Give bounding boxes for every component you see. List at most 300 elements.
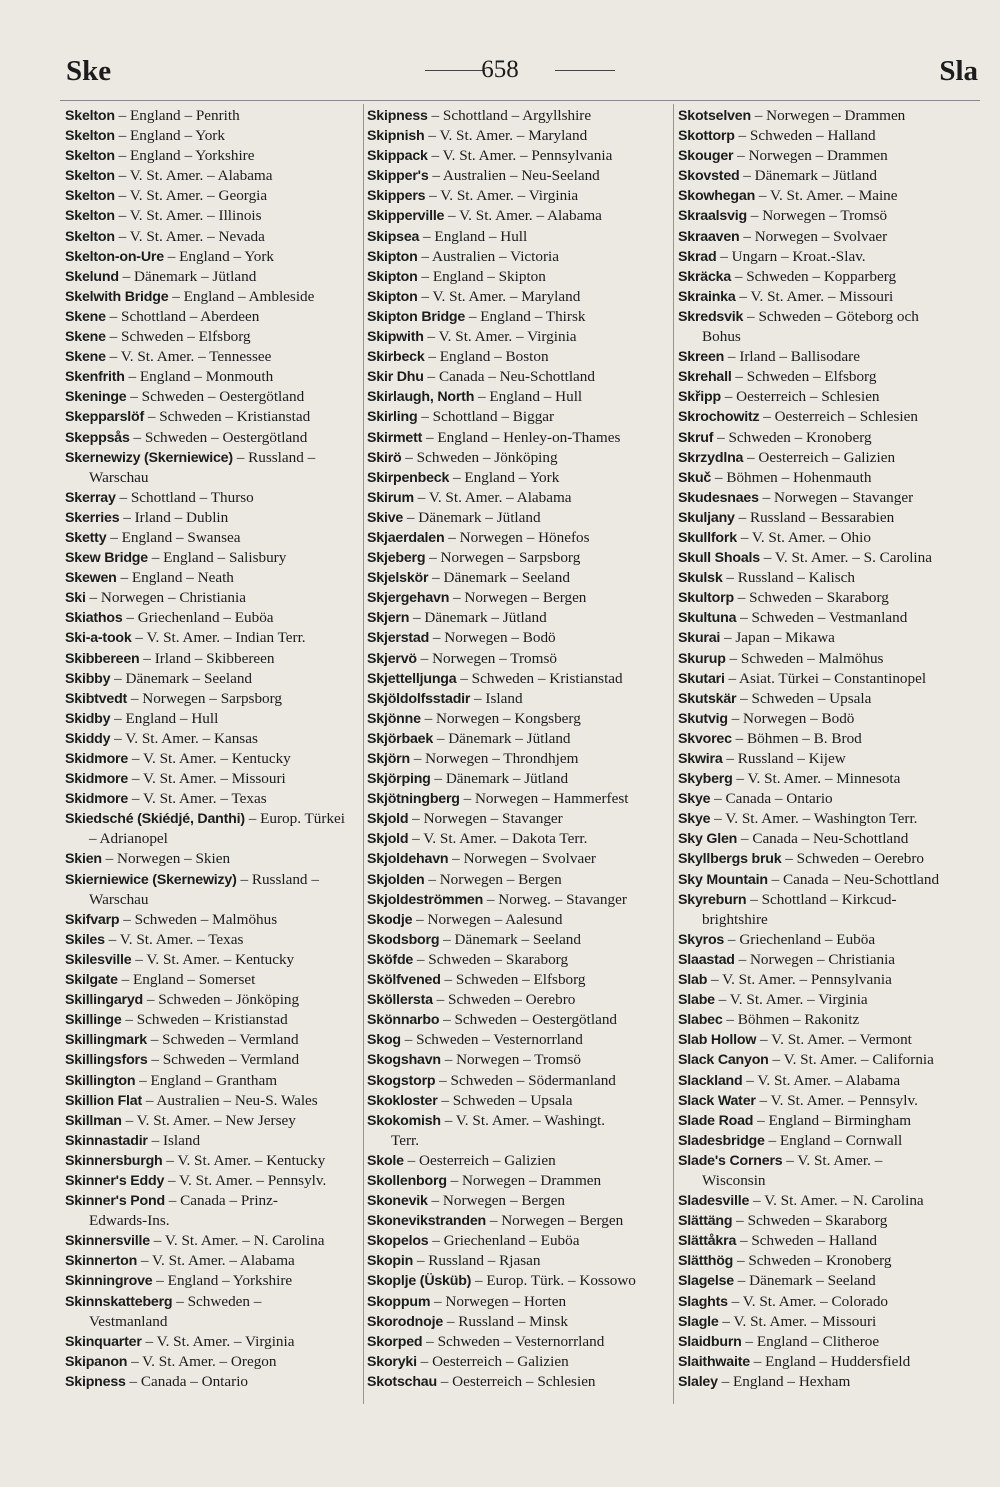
entry-headword: Skeppsås bbox=[65, 429, 130, 446]
entry-location: – V. St. Amer. – Virginia bbox=[425, 187, 579, 205]
entry-headword: Slagelse bbox=[678, 1273, 734, 1290]
entry-location: – Schweden – Vesternorrland bbox=[422, 1332, 605, 1350]
gazetteer-entry bbox=[367, 186, 667, 206]
entry-location: – Schottland – Argyllshire bbox=[427, 107, 592, 124]
gazetteer-entry bbox=[65, 146, 365, 166]
entry-location: – Norwegen – Bergen bbox=[424, 870, 562, 888]
gazetteer-entry bbox=[678, 407, 978, 427]
entry-headword: Skelton-on-Ure bbox=[65, 248, 164, 265]
entry-location: – Norwegen – Bergen bbox=[486, 1212, 624, 1230]
gazetteer-entry bbox=[678, 729, 978, 749]
gazetteer-entry bbox=[65, 990, 365, 1010]
entry-location: – Asiat. Türkei – Constantinopel bbox=[724, 669, 927, 687]
entry-location: – Norwegen – Svolvaer bbox=[739, 227, 888, 245]
entry-headword: Skelund bbox=[65, 268, 119, 285]
gazetteer-entry bbox=[678, 1312, 978, 1332]
gazetteer-entry bbox=[65, 1191, 365, 1231]
entry-location: – England – Swansea bbox=[106, 528, 241, 546]
entry-location: – Norwegen – Bergen bbox=[427, 1192, 565, 1210]
gazetteer-entry bbox=[678, 568, 978, 588]
entry-location: – Griechenland – Euböa bbox=[122, 609, 274, 627]
entry-headword: Skerries bbox=[65, 509, 120, 526]
entry-headword: Skogstorp bbox=[367, 1072, 436, 1089]
entry-location: – V. St. Amer. – Tennessee bbox=[105, 348, 272, 366]
entry-headword: Skrochowitz bbox=[678, 409, 760, 426]
entry-headword: Slaidburn bbox=[678, 1333, 742, 1350]
entry-location: – England – Skipton bbox=[417, 267, 546, 285]
entry-headword: Skultorp bbox=[678, 590, 734, 607]
gazetteer-entry bbox=[367, 608, 667, 628]
gazetteer-entry bbox=[678, 1151, 978, 1191]
entry-location: – Dänemark – Seeland bbox=[428, 569, 570, 587]
gazetteer-entry bbox=[367, 1151, 667, 1171]
gazetteer-entry bbox=[678, 287, 978, 307]
gazetteer-entry bbox=[65, 1171, 365, 1191]
entry-location: – Norwegen – Bodö bbox=[429, 629, 556, 647]
entry-location: – Schweden – Malmöhus bbox=[119, 910, 278, 928]
gazetteer-entry bbox=[65, 1050, 365, 1070]
gazetteer-entry bbox=[678, 749, 978, 769]
entry-headword: Skernewizy (Skerniewice) bbox=[65, 449, 233, 466]
entry-location: – England – Hull bbox=[110, 709, 219, 727]
entry-headword: Ski-a-took bbox=[65, 630, 132, 647]
gazetteer-entry bbox=[65, 1151, 365, 1171]
entry-location: – Dänemark – Jütland bbox=[118, 267, 257, 285]
entry-continuation: Warschau bbox=[89, 890, 149, 908]
entry-location: – Oesterreich – Schlesien bbox=[759, 408, 918, 426]
entry-location: – Dänemark – Jütland bbox=[409, 609, 547, 627]
entry-location: – Oesterreich – Galizien bbox=[743, 448, 896, 466]
entry-headword: Skippack bbox=[367, 148, 428, 165]
entry-headword: Skene bbox=[65, 349, 106, 366]
entry-location: – Schottland – Aberdeen bbox=[105, 307, 260, 325]
entry-headword: Skuč bbox=[678, 469, 712, 486]
gazetteer-entry bbox=[678, 126, 978, 146]
entry-location: – England – Hull bbox=[474, 388, 583, 406]
gazetteer-entry bbox=[367, 146, 667, 166]
entry-location: – Schweden – Oerebro bbox=[432, 991, 576, 1009]
gazetteer-entry bbox=[678, 1251, 978, 1271]
gazetteer-entry bbox=[367, 709, 667, 729]
gazetteer-entry bbox=[367, 1030, 667, 1050]
gazetteer-entry bbox=[678, 789, 978, 809]
entry-headword: Slaastad bbox=[678, 951, 735, 968]
gazetteer-entry bbox=[678, 1010, 978, 1030]
entry-headword: Skudesnaes bbox=[678, 489, 759, 506]
entry-headword: Sköllersta bbox=[367, 992, 433, 1009]
entry-headword: Skjörbaek bbox=[367, 730, 434, 747]
entry-headword: Skene bbox=[65, 308, 106, 325]
entry-location: – V. St. Amer. – Ohio bbox=[736, 528, 871, 546]
gazetteer-entry bbox=[367, 1292, 667, 1312]
entry-headword: Sky Mountain bbox=[678, 871, 768, 888]
entry-headword: Skowhegan bbox=[678, 188, 756, 205]
gazetteer-entry bbox=[65, 1372, 365, 1392]
entry-headword: Skölfvened bbox=[367, 972, 441, 989]
entry-headword: Skipness bbox=[367, 108, 428, 124]
entry-headword: Skien bbox=[65, 851, 102, 868]
entry-headword: Slade Road bbox=[678, 1112, 754, 1129]
gazetteer-entry bbox=[678, 146, 978, 166]
entry-headword: Skipsea bbox=[367, 228, 420, 245]
gazetteer-entry bbox=[65, 267, 365, 287]
gazetteer-entry bbox=[65, 1030, 365, 1050]
entry-location: – England – Monmouth bbox=[124, 368, 274, 386]
entry-headword: Skirmett bbox=[367, 429, 423, 446]
entry-headword: Skierniewice (Skernewizy) bbox=[65, 871, 237, 888]
entry-location: – Schweden – Skaraborg bbox=[733, 589, 889, 607]
entry-location: – Schweden – Göteborg och bbox=[743, 307, 919, 325]
gazetteer-entry bbox=[367, 789, 667, 809]
entry-headword: Skidmore bbox=[65, 751, 129, 767]
gazetteer-entry bbox=[65, 227, 365, 247]
entry-location: – England – Henley-on-Thames bbox=[422, 428, 621, 446]
gazetteer-entry bbox=[367, 1091, 667, 1111]
entry-headword: Skinner's Pond bbox=[65, 1193, 165, 1210]
entry-headword: Skjötningberg bbox=[367, 791, 460, 808]
gazetteer-entry bbox=[367, 1111, 667, 1151]
entry-location: – V. St. Amer. – Kentucky bbox=[128, 750, 291, 767]
entry-location: – V. St. Amer. – Pennsylv. bbox=[164, 1171, 327, 1189]
entry-location: – V. St. Amer. – Dakota Terr. bbox=[408, 830, 588, 848]
entry-headword: Slab Hollow bbox=[678, 1032, 757, 1049]
entry-headword: Skjörn bbox=[367, 751, 410, 767]
entry-location: – V. St. Amer. – Washingt. bbox=[440, 1111, 606, 1129]
gazetteer-entry bbox=[65, 327, 365, 347]
page-number: 658 bbox=[481, 56, 519, 83]
entry-headword: Slaghts bbox=[678, 1293, 728, 1310]
entry-continuation: Bohus bbox=[702, 328, 741, 346]
entry-headword: Skrehall bbox=[678, 369, 732, 386]
entry-location: – Böhmen – Hohenmauth bbox=[711, 468, 872, 486]
gazetteer-entry bbox=[367, 970, 667, 990]
entry-headword: Skibtvedt bbox=[65, 690, 128, 707]
gazetteer-entry bbox=[678, 870, 978, 890]
entry-headword: Skelton bbox=[65, 148, 115, 165]
entry-headword: Skirbeck bbox=[367, 349, 425, 366]
gazetteer-entry bbox=[367, 166, 667, 186]
gazetteer-entry bbox=[678, 970, 978, 990]
entry-headword: Skjeberg bbox=[367, 550, 426, 567]
entry-headword: Sladesville bbox=[678, 1193, 750, 1210]
entry-headword: Skjergehavn bbox=[367, 590, 450, 607]
entry-location: – Russland – Minsk bbox=[443, 1312, 568, 1330]
gazetteer-entry bbox=[678, 448, 978, 468]
entry-headword: Skraaven bbox=[678, 228, 740, 245]
entry-location: – Canada – Prinz- bbox=[164, 1192, 278, 1210]
gazetteer-entry bbox=[65, 166, 365, 186]
gazetteer-entry bbox=[65, 1111, 365, 1131]
entry-headword: Skerray bbox=[65, 489, 116, 506]
entry-continuation: Wisconsin bbox=[702, 1171, 766, 1189]
entry-location: – Dänemark – Jütland bbox=[433, 729, 571, 747]
gazetteer-entry bbox=[678, 950, 978, 970]
gazetteer-entry bbox=[367, 468, 667, 488]
gazetteer-entry bbox=[367, 528, 667, 548]
gazetteer-entry bbox=[65, 247, 365, 267]
entry-headword: Skillion Flat bbox=[65, 1092, 143, 1109]
gazetteer-entry bbox=[367, 689, 667, 709]
entry-headword: Skinnersville bbox=[65, 1233, 150, 1250]
entry-location: – Norwegen – Drammen bbox=[750, 107, 906, 124]
entry-continuation: Vestmanland bbox=[89, 1312, 168, 1330]
gazetteer-entry bbox=[678, 528, 978, 548]
entry-location: – Schweden – Vesternorrland bbox=[400, 1031, 583, 1049]
gazetteer-entry bbox=[678, 247, 978, 267]
entry-headword: Skrad bbox=[678, 248, 717, 265]
entry-headword: Skirum bbox=[367, 489, 414, 506]
gazetteer-entry bbox=[367, 367, 667, 387]
entry-headword: Skipton bbox=[367, 248, 418, 265]
gazetteer-entry bbox=[65, 1091, 365, 1111]
gazetteer-entry bbox=[65, 729, 365, 749]
gazetteer-entry bbox=[65, 387, 365, 407]
gazetteer-entry bbox=[65, 106, 365, 126]
entry-headword: Skewen bbox=[65, 570, 117, 587]
entry-location: – England – Ambleside bbox=[168, 287, 315, 305]
entry-location: – Australien – Neu-Seeland bbox=[428, 167, 600, 185]
entry-location: – Dänemark – Seeland bbox=[733, 1272, 876, 1290]
entry-location: – Schweden – Oerebro bbox=[781, 850, 924, 868]
entry-headword: Skelton bbox=[65, 188, 115, 205]
entry-headword: Sketty bbox=[65, 529, 107, 546]
entry-location: – Island bbox=[470, 689, 523, 707]
entry-continuation: brightshire bbox=[702, 910, 768, 928]
entry-location: – Japan – Mikawa bbox=[720, 629, 835, 647]
entry-location: – V. St. Amer. – Washington Terr. bbox=[710, 810, 918, 828]
entry-location: – V. St. Amer. – Texas bbox=[128, 790, 267, 808]
gazetteer-entry bbox=[678, 1292, 978, 1312]
gazetteer-entry bbox=[367, 950, 667, 970]
gazetteer-entry bbox=[367, 448, 667, 468]
entry-headword: Skinner's Eddy bbox=[65, 1172, 165, 1189]
gazetteer-entry bbox=[678, 106, 978, 126]
entry-headword: Skipton bbox=[367, 268, 418, 285]
entry-location: – England – York bbox=[163, 247, 275, 265]
entry-location: – V. St. Amer. – Kentucky bbox=[162, 1151, 326, 1169]
gazetteer-entry bbox=[678, 829, 978, 849]
gazetteer-entry bbox=[65, 1071, 365, 1091]
entry-location: – Schottland – Kirkcud- bbox=[746, 890, 897, 908]
gazetteer-entry bbox=[678, 468, 978, 488]
entry-location: – Ungarn – Kroat.-Slav. bbox=[716, 247, 866, 265]
gazetteer-entry bbox=[367, 990, 667, 1010]
gazetteer-entry bbox=[65, 548, 365, 568]
entry-location: – V. St. Amer. – Alabama bbox=[413, 488, 572, 506]
entry-location: – Griechenland – Euböa bbox=[724, 930, 876, 948]
entry-headword: Skive bbox=[367, 509, 404, 526]
entry-headword: Skjold bbox=[367, 831, 409, 848]
entry-location: – Schweden – Kristianstad bbox=[456, 669, 623, 687]
entry-headword: Skurup bbox=[678, 650, 726, 667]
gazetteer-entry bbox=[367, 649, 667, 669]
entry-location: – Schottland – Thurso bbox=[115, 488, 254, 506]
entry-location: – V. St. Amer. – Pennsylv. bbox=[755, 1091, 918, 1109]
gazetteer-entry bbox=[367, 1071, 667, 1091]
gazetteer-entry bbox=[65, 568, 365, 588]
gazetteer-entry bbox=[367, 1191, 667, 1211]
entry-location: – V. St. Amer. – Virginia bbox=[423, 328, 577, 346]
entry-headword: Sköfde bbox=[367, 951, 414, 968]
entry-headword: Skirling bbox=[367, 409, 418, 426]
entry-headword: Skurai bbox=[678, 630, 721, 647]
gazetteer-entry bbox=[367, 1050, 667, 1070]
entry-headword: Slab bbox=[678, 972, 708, 989]
entry-location: – Norwegen – Aalesund bbox=[412, 910, 563, 928]
entry-headword: Skwira bbox=[678, 751, 723, 767]
gazetteer-entry bbox=[65, 849, 365, 869]
gazetteer-entry bbox=[367, 247, 667, 267]
gazetteer-entry bbox=[65, 126, 365, 146]
entry-location: – England – Neath bbox=[116, 569, 234, 587]
entry-headword: Skyros bbox=[678, 931, 725, 948]
entry-location: – V. St. Amer. – Vermont bbox=[756, 1031, 912, 1049]
entry-location: – Norwegen – Skien bbox=[101, 850, 231, 868]
entry-headword: Skillinge bbox=[65, 1012, 122, 1029]
entry-location: – Schweden – Halland bbox=[734, 127, 876, 145]
entry-location: – V. St. Amer. – Maine bbox=[755, 187, 898, 205]
gazetteer-entry bbox=[367, 930, 667, 950]
entry-headword: Skopelos bbox=[367, 1233, 429, 1250]
entry-location: – Schweden – Vermland bbox=[147, 1051, 300, 1069]
entry-location: – Irland – Ballisodare bbox=[724, 348, 860, 366]
entry-location: – V. St. Amer. – Virginia bbox=[714, 991, 868, 1009]
gazetteer-entry bbox=[367, 327, 667, 347]
entry-location: – England – Salisbury bbox=[147, 549, 287, 567]
entry-headword: Sladesbridge bbox=[678, 1132, 765, 1149]
entry-location: – England – Yorkshire bbox=[114, 147, 255, 165]
gazetteer-entry bbox=[678, 488, 978, 508]
entry-headword: Skelwith Bridge bbox=[65, 288, 169, 305]
entry-location: – Schweden – Elfsborg bbox=[105, 328, 251, 346]
entry-headword: Skipper's bbox=[367, 168, 429, 185]
entry-location: – Schweden – Elfsborg bbox=[731, 368, 877, 386]
entry-location: – Schweden – Halland bbox=[736, 1232, 878, 1250]
entry-location: – Norwegen – Horten bbox=[430, 1292, 567, 1310]
entry-location: – Irland – Skibbereen bbox=[139, 649, 275, 667]
entry-headword: Skjöldolfsstadir bbox=[367, 690, 471, 707]
gazetteer-entry bbox=[367, 1211, 667, 1231]
gazetteer-entry bbox=[65, 1231, 365, 1251]
entry-headword: Skopin bbox=[367, 1253, 414, 1270]
entry-location: – England – Thirsk bbox=[465, 307, 586, 325]
gazetteer-entry bbox=[678, 890, 978, 930]
entry-location: – Norwegen – Hönefos bbox=[444, 528, 590, 546]
gazetteer-entry bbox=[65, 628, 365, 648]
entry-headword: Skjelskör bbox=[367, 570, 429, 587]
entry-headword: Slättäng bbox=[678, 1213, 733, 1230]
gazetteer-entry bbox=[678, 1071, 978, 1091]
entry-headword: Skillington bbox=[65, 1072, 136, 1089]
gazetteer-entry bbox=[678, 267, 978, 287]
entry-location: – V. St. Amer. – Pennsylvania bbox=[427, 147, 613, 165]
gazetteer-entry bbox=[65, 649, 365, 669]
entry-location: – England – Grantham bbox=[135, 1071, 278, 1089]
entry-location: – Dänemark – Jütland bbox=[403, 508, 541, 526]
entry-location: – V. St. Amer. – bbox=[782, 1151, 883, 1169]
gazetteer-column-3 bbox=[678, 106, 978, 1392]
entry-location: – V. St. Amer. – Oregon bbox=[127, 1352, 277, 1370]
gazetteer-entry bbox=[65, 347, 365, 367]
gazetteer-entry bbox=[367, 267, 667, 287]
entry-headword: Skelton bbox=[65, 228, 115, 245]
entry-location: – Schweden – Vestmanland bbox=[736, 609, 908, 627]
entry-location: – Schweden – Oestergötland bbox=[439, 1011, 618, 1029]
gazetteer-entry bbox=[367, 407, 667, 427]
entry-location: – Schweden – Oestergötland bbox=[126, 388, 305, 406]
entry-location: – Schweden – Upsala bbox=[437, 1091, 573, 1109]
column-divider bbox=[673, 104, 674, 1404]
entry-headword: Skiles bbox=[65, 931, 105, 948]
entry-location: – Schweden – Jönköping bbox=[143, 991, 300, 1009]
entry-location: – V. St. Amer. – Alabama bbox=[742, 1071, 901, 1089]
entry-location: – England – Huddersfield bbox=[749, 1352, 911, 1370]
gazetteer-entry bbox=[678, 1091, 978, 1111]
entry-headword: Skjerstad bbox=[367, 630, 430, 647]
gazetteer-entry bbox=[678, 588, 978, 608]
gazetteer-entry bbox=[65, 307, 365, 327]
entry-headword: Skipperville bbox=[367, 208, 445, 225]
gazetteer-entry bbox=[65, 1131, 365, 1151]
entry-headword: Skir Dhu bbox=[367, 369, 424, 386]
entry-headword: Skuljany bbox=[678, 509, 735, 526]
entry-headword: Skipton Bridge bbox=[367, 308, 466, 325]
entry-headword: Skillingsfors bbox=[65, 1052, 148, 1069]
entry-headword: Skulsk bbox=[678, 570, 723, 587]
entry-location: – Island bbox=[147, 1131, 201, 1149]
entry-location: – V. St. Amer. – Pennsylvania bbox=[707, 971, 892, 989]
entry-location: – England – Boston bbox=[424, 348, 549, 366]
entry-location: – V. St. Amer. – Missouri bbox=[128, 770, 286, 788]
entry-headword: Ski bbox=[65, 590, 86, 607]
entry-location: – Norwegen – Stavanger bbox=[408, 810, 563, 828]
entry-location: – Irland – Dublin bbox=[119, 508, 229, 526]
entry-location: – England – Hull bbox=[419, 227, 528, 245]
entry-location: – Canada – Ontario bbox=[710, 790, 833, 808]
entry-headword: Skelton bbox=[65, 208, 115, 225]
entry-location: – Oesterreich – Schlesien bbox=[720, 388, 880, 406]
gazetteer-entry bbox=[678, 608, 978, 628]
entry-headword: Skepparslöf bbox=[65, 409, 145, 426]
gazetteer-entry bbox=[65, 789, 365, 809]
gazetteer-entry bbox=[367, 548, 667, 568]
running-head-right: Sla bbox=[939, 55, 978, 87]
entry-headword: Skullfork bbox=[678, 529, 737, 546]
entry-headword: Skyllbergs bruk bbox=[678, 851, 782, 868]
header-dash-right bbox=[555, 70, 615, 71]
entry-headword: Skjold bbox=[367, 811, 409, 828]
gazetteer-entry bbox=[678, 166, 978, 186]
entry-headword: Skokomish bbox=[367, 1112, 441, 1129]
gazetteer-entry bbox=[65, 870, 365, 910]
gazetteer-entry bbox=[367, 1271, 667, 1291]
entry-location: – Russland – Rjasan bbox=[413, 1252, 541, 1270]
entry-headword: Skjolden bbox=[367, 871, 425, 888]
entry-headword: Skjern bbox=[367, 610, 410, 627]
entry-headword: Skenfrith bbox=[65, 369, 125, 386]
gazetteer-entry bbox=[678, 649, 978, 669]
entry-continuation: Terr. bbox=[391, 1131, 420, 1149]
entry-headword: Skole bbox=[367, 1152, 404, 1169]
entry-location: – Europ. Türkei bbox=[244, 810, 345, 828]
entry-location: – V. St. Amer. – New Jersey bbox=[121, 1111, 296, 1129]
gazetteer-entry bbox=[367, 910, 667, 930]
gazetteer-entry bbox=[678, 628, 978, 648]
entry-location: – V. St. Amer. – Virginia bbox=[141, 1332, 295, 1350]
entry-headword: Skonevik bbox=[367, 1193, 428, 1210]
gazetteer-entry bbox=[678, 227, 978, 247]
gazetteer-entry bbox=[367, 849, 667, 869]
